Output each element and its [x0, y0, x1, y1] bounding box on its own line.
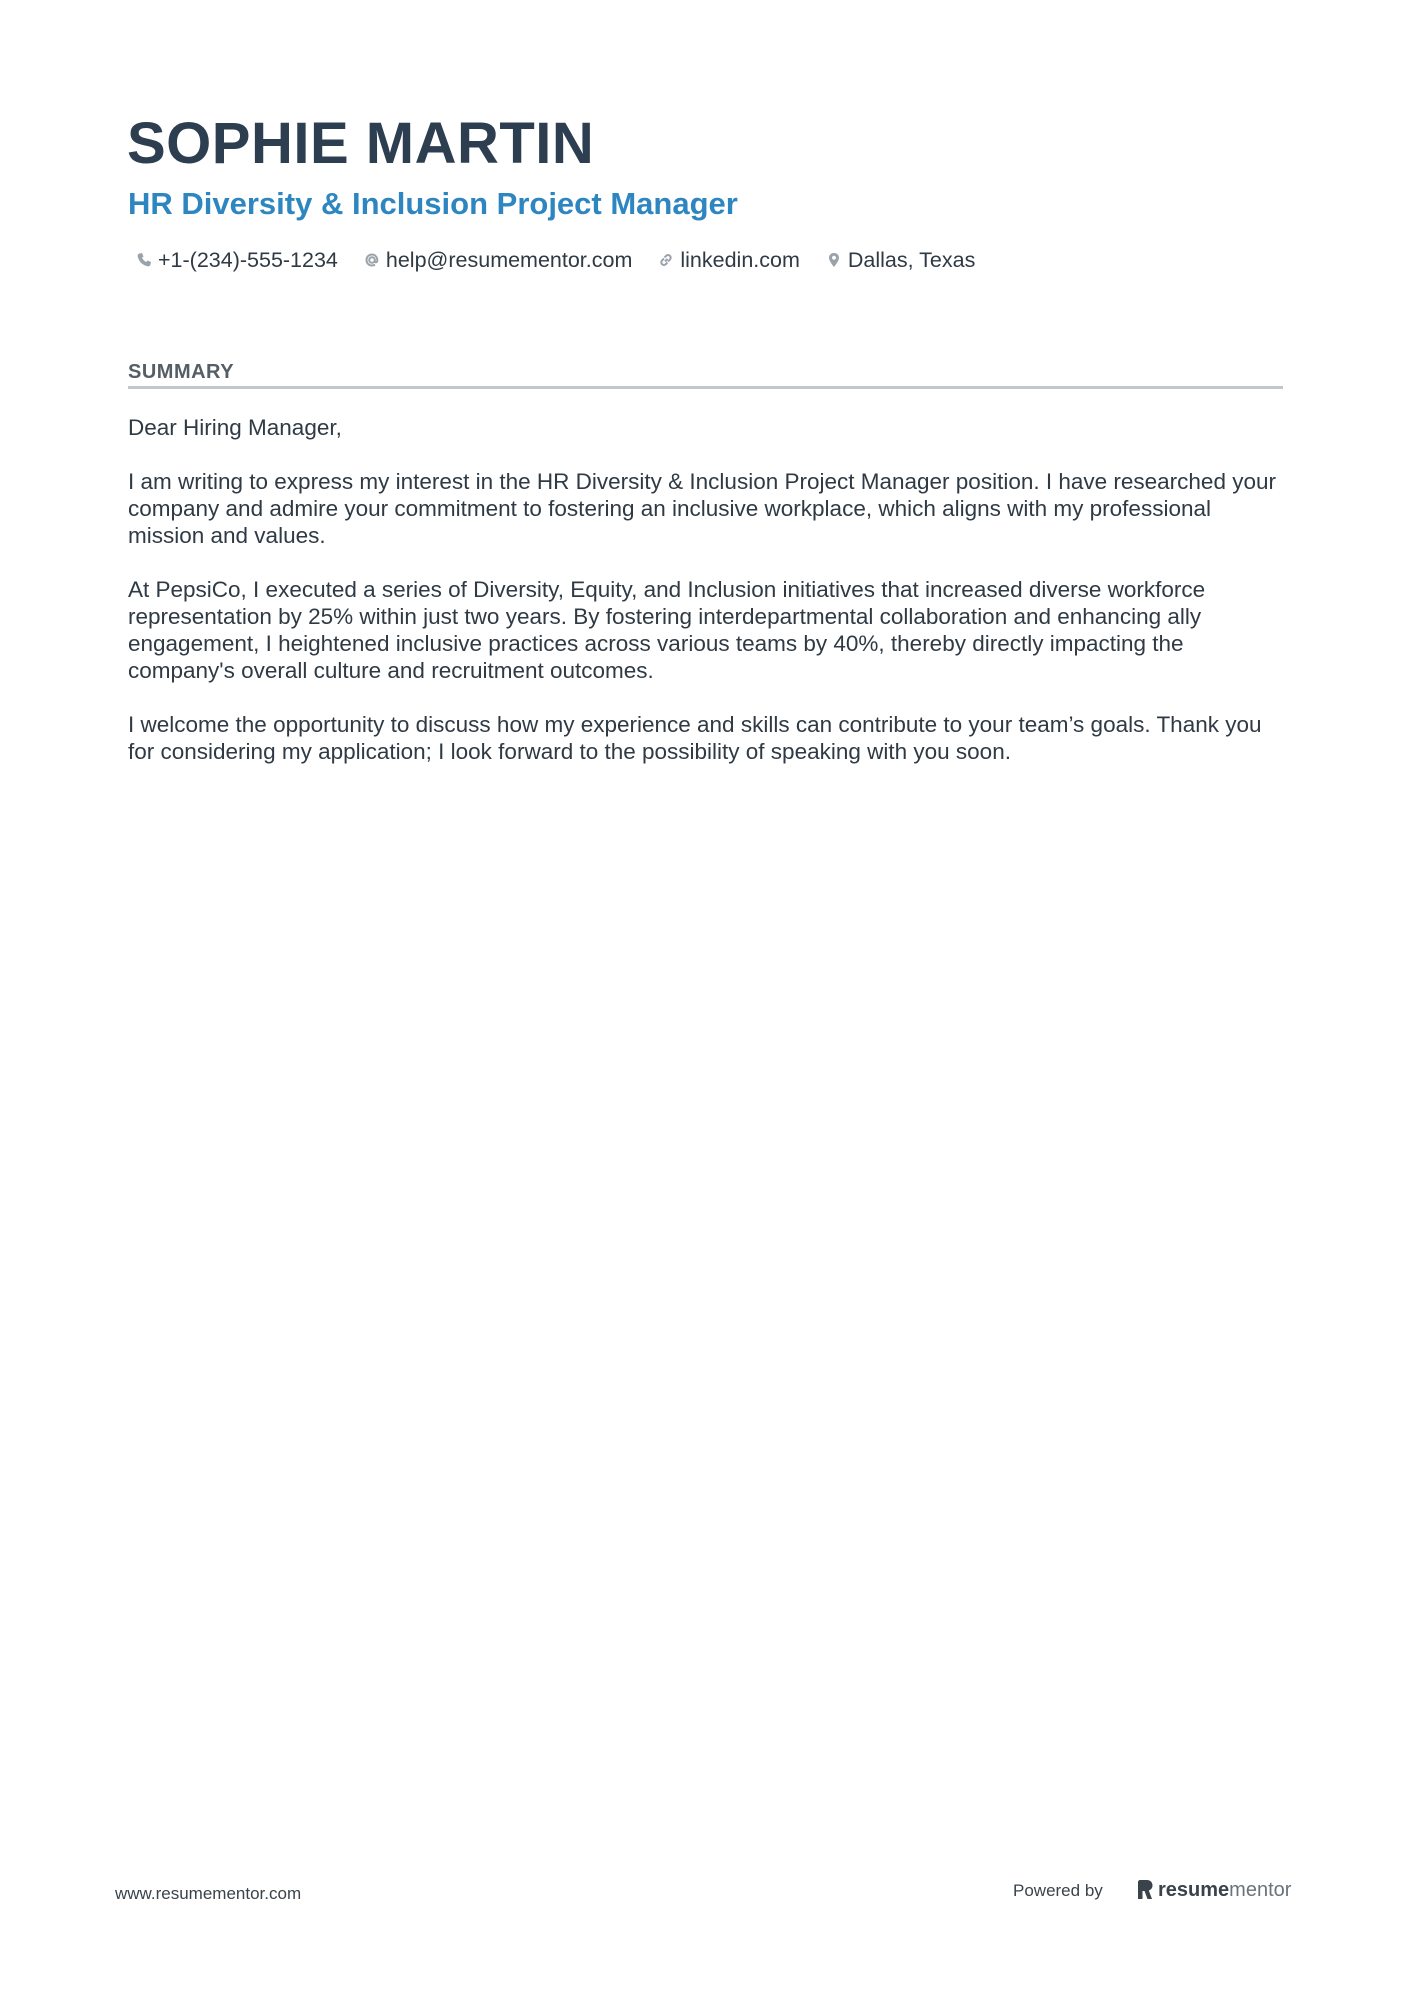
link-icon	[658, 252, 674, 268]
linkedin-url: linkedin.com	[680, 247, 800, 272]
section-divider	[128, 386, 1283, 389]
phone-icon	[136, 252, 152, 268]
job-title: HR Diversity & Inclusion Project Manager	[128, 186, 738, 221]
brand-name-bold: resume	[1158, 1878, 1230, 1901]
resumementor-logo-icon	[1136, 1879, 1154, 1901]
footer-website-link[interactable]: www.resumementor.com	[115, 1884, 302, 1903]
email-address: help@resumementor.com	[385, 247, 633, 272]
location: Dallas, Texas	[847, 247, 976, 272]
summary-heading: SUMMARY	[128, 361, 235, 383]
contact-phone	[136, 248, 338, 273]
candidate-name: SOPHIE MARTIN	[127, 111, 595, 176]
location-pin-icon	[826, 252, 842, 268]
phone-number: +1-(234)-555-1234	[158, 247, 338, 272]
powered-by-label: Powered by	[1013, 1881, 1103, 1900]
at-icon	[364, 252, 380, 268]
summary-paragraph: I am writing to express my interest in the HR Diversity & Inclusion Project Manager position. I have researched your company and admire your commitment to fostering an inclusive workplace, which aligns with my professional mission and values.	[128, 469, 1276, 548]
contact-location	[826, 248, 975, 273]
salutation: Dear Hiring Manager,	[128, 415, 342, 440]
summary-paragraph: I welcome the opportunity to discuss how my experience and skills can contribute to your team’s goals. Thank you for considering my application; I look forward to the possibility of speaking with you soon.	[128, 712, 1262, 764]
resumementor-logo[interactable]	[1136, 1876, 1291, 1904]
summary-paragraph: At PepsiCo, I executed a series of Diversity, Equity, and Inclusion initiatives that increased diverse workforce representation by 25% within just two years. By fostering interdepartmental collaboration and enhancing ally engagement, I heightened inclusive practices across various teams by 40%, thereby directly impacting the company's overall culture and recruitment outcomes.	[128, 577, 1206, 683]
contact-email	[364, 248, 632, 273]
brand-name-light: mentor	[1229, 1878, 1292, 1901]
contact-linkedin	[658, 248, 800, 273]
summary-body	[128, 414, 1288, 792]
contact-bar	[136, 244, 975, 276]
